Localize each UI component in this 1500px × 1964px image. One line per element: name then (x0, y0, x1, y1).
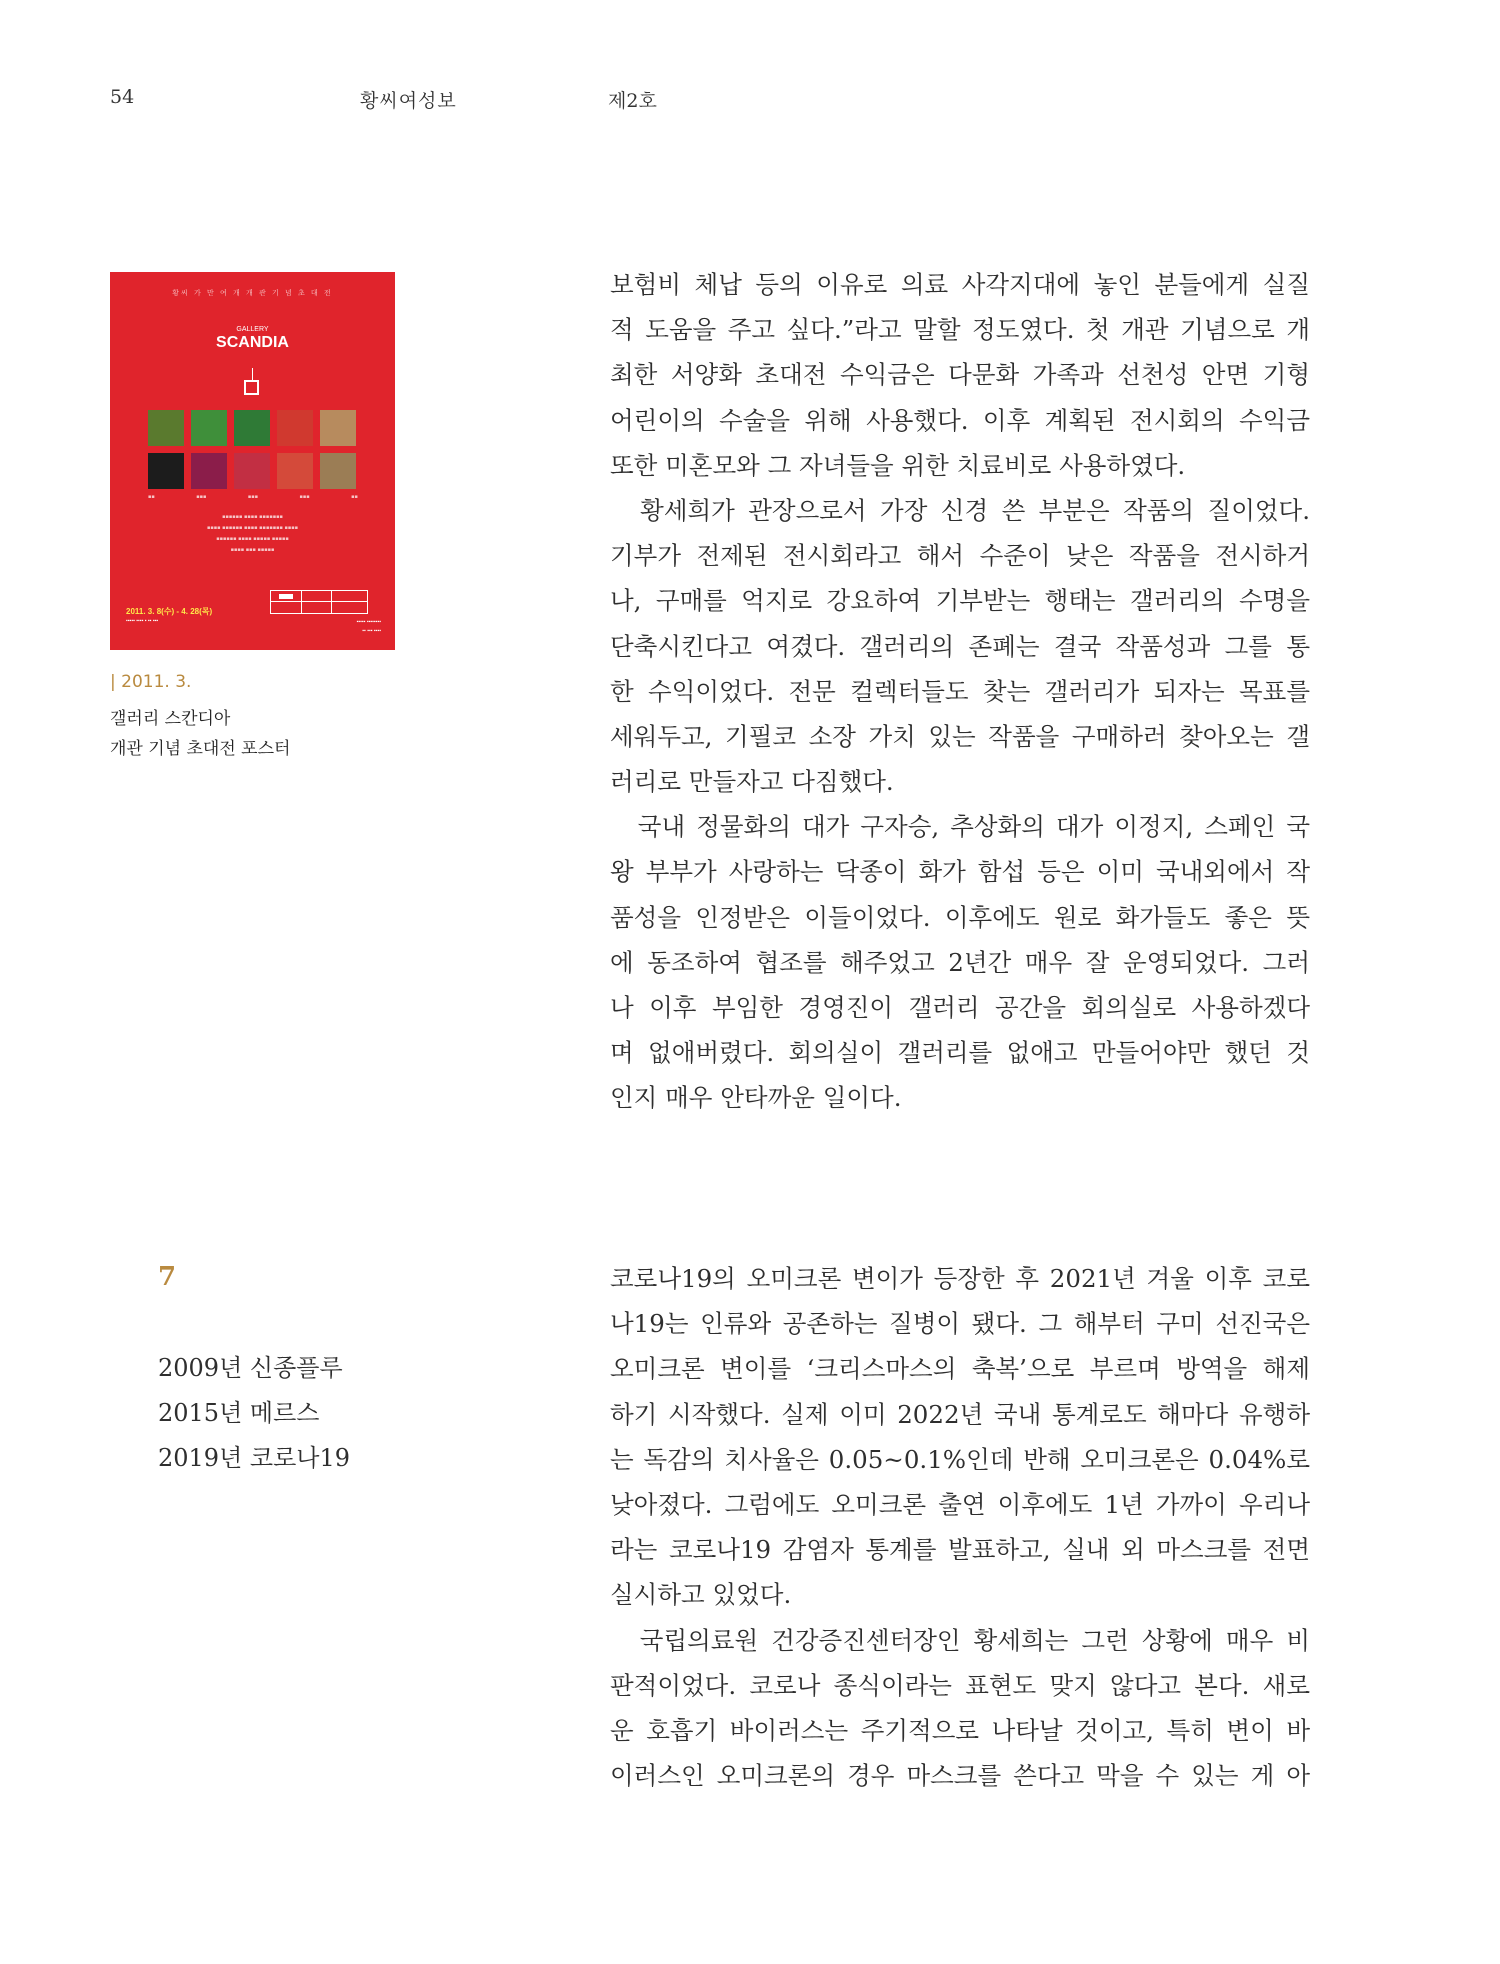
poster-artwork-thumbnail (148, 453, 184, 489)
epidemic-timeline (158, 1346, 350, 1482)
caption-line-1: 갤러리 스칸디아 (110, 709, 231, 729)
text-line: 국립의료원 건강증진센터장인 황세희는 그런 상황에 매우 비 (610, 1625, 1310, 1655)
body-text-column-2 (610, 1256, 1310, 1798)
text-line: 품성을 인정받은 이들이었다. 이후에도 원로 화가들도 좋은 뜻 (610, 902, 1310, 932)
text-line: 또한 미혼모와 그 자녀들을 위한 치료비로 사용하였다. (610, 450, 1186, 480)
poster-gallery-label: GALLERY (236, 326, 269, 333)
poster-artwork-thumbnail (148, 410, 184, 446)
poster-artwork-thumbnail (320, 453, 356, 489)
publication-title: 황씨여성보 (360, 90, 457, 112)
text-line: 낮아졌다. 그럼에도 오미크론 출연 이후에도 1년 가까이 우리나 (610, 1489, 1310, 1519)
text-line: 라는 코로나19 감염자 통계를 발표하고, 실내 외 마스크를 전면 (610, 1535, 1310, 1565)
text-line: 세워두고, 기필코 소장 가치 있는 작품을 구매하러 찾아오는 갤 (610, 721, 1310, 751)
text-line: 에 동조하여 협조를 해주었고 2년간 매우 잘 운영되었다. 그러 (610, 947, 1310, 977)
text-line: 실시하고 있었다. (610, 1580, 792, 1610)
text-line: 나 이후 부임한 경영진이 갤러리 공간을 회의실로 사용하겠다 (610, 993, 1310, 1022)
poster-frame-icon (244, 380, 259, 395)
poster-artwork-thumbnail (277, 410, 313, 446)
text-line: 황세희가 관장으로서 가장 신경 쓴 부분은 작품의 질이었다. (610, 495, 1310, 525)
timeline-item: 2019년 코로나19 (158, 1444, 350, 1473)
poster-artwork-thumbnail (191, 453, 227, 489)
timeline-item: 2015년 메르스 (158, 1399, 320, 1428)
poster-artwork-thumbnail (234, 410, 270, 446)
text-line: 국내 정물화의 대가 구자승, 추상화의 대가 이정지, 스페인 국 (610, 812, 1310, 842)
poster-description-text: ▪▪▪▪▪▪ ▪▪▪▪ ▪▪▪▪▪▪▪ ▪▪▪▪ ▪▪▪▪▪▪ ▪▪▪▪ ▪▪▪▪▪▪▪ ▪▪▪▪ ▪▪▪▪▪▪ ▪▪▪▪ ▪▪▪▪▪ ▪▪▪▪▪ ▪▪▪▪ ▪▪▪ ▪▪▪▪▪ (206, 514, 299, 553)
poster-map-icon (270, 590, 368, 614)
caption-date: | 2011. 3. (110, 672, 192, 692)
caption-line-2: 개관 기념 초대전 포스터 (110, 739, 291, 759)
page-number: 54 (110, 86, 135, 108)
poster-artist-captions: ▪▪ ▪▪▪ ▪▪▪ ▪▪▪ ▪▪ (148, 494, 358, 500)
text-line: 이러스인 오미크론의 경우 마스크를 쓴다고 막을 수 있는 게 아 (610, 1761, 1310, 1791)
text-line: 한 수익이었다. 전문 컬렉터들도 찾는 갤러리가 되자는 목표를 (610, 676, 1310, 706)
poster-artwork-thumbnail (234, 453, 270, 489)
text-line: 며 없애버렸다. 회의실이 갤러리를 없애고 만들어야만 했던 것 (610, 1038, 1310, 1068)
text-line: 코로나19의 오미크론 변이가 등장한 후 2021년 겨울 이후 코로 (610, 1264, 1310, 1293)
text-line: 나19는 인류와 공존하는 질병이 됐다. 그 해부터 구미 선진국은 (610, 1309, 1310, 1339)
gallery-poster-image (110, 272, 395, 650)
issue-number: 제2호 (608, 90, 657, 112)
poster-artwork-grid (148, 410, 358, 489)
text-line: 러리로 만들자고 다짐했다. (610, 767, 894, 797)
text-line: 보험비 체납 등의 이유로 의료 사각지대에 놓인 분들에게 실질 (610, 270, 1310, 299)
poster-tagline: 황씨 가 만 여 개 개 관 기 념 초 대 전 (172, 289, 333, 297)
text-line: 하기 시작했다. 실제 이미 2022년 국내 통계로도 해마다 유행하 (610, 1399, 1310, 1429)
poster-caption (110, 672, 290, 764)
text-line: 는 독감의 치사율은 0.05~0.1%인데 반해 오미크론은 0.04%로 (610, 1444, 1310, 1474)
text-line: 단축시킨다고 여겼다. 갤러리의 존폐는 결국 작품성과 그를 통 (610, 631, 1310, 661)
poster-artwork-thumbnail (277, 453, 313, 489)
text-line: 기부가 전제된 전시회라고 해서 수준이 낮은 작품을 전시하거 (610, 541, 1310, 571)
poster-artwork-thumbnail (191, 410, 227, 446)
text-line: 판적이었다. 코로나 종식이라는 표현도 맞지 않다고 본다. 새로 (610, 1670, 1310, 1700)
poster-artwork-thumbnail (320, 410, 356, 446)
text-line: 왕 부부가 사랑하는 닥종이 화가 함섭 등은 이미 국내외에서 작 (610, 857, 1310, 887)
timeline-item: 2009년 신종플루 (158, 1354, 343, 1382)
text-line: 인지 매우 안타까운 일이다. (610, 1083, 902, 1113)
poster-address: ▪▪▪▪▪ ▪▪▪▪▪▪▪▪ ▪▪ ▪▪▪ ▪▪▪▪ (356, 619, 381, 634)
poster-frame-hanger (252, 368, 253, 380)
text-line: 최한 서양화 초대전 수익금은 다문화 가족과 선천성 안면 기형 (610, 360, 1310, 390)
poster-opening-note: ▪▪▪▪▪ ▪▪▪▪ ▪ ▪▪ ▪▪▪ (126, 618, 159, 624)
section-number: 7 (158, 1262, 177, 1292)
text-line: 운 호흡기 바이러스는 주기적으로 나타날 것이고, 특히 변이 바 (610, 1715, 1310, 1745)
text-line: 어린이의 수술을 위해 사용했다. 이후 계획된 전시회의 수익금 (610, 405, 1310, 435)
text-line: 적 도움을 주고 싶다.”라고 말할 정도였다. 첫 개관 기념으로 개 (610, 315, 1310, 345)
body-text-column-1 (610, 262, 1310, 1121)
poster-dates: 2011. 3. 8(수) - 4. 28(목) (126, 607, 213, 616)
text-line: 나, 구매를 억지로 강요하여 기부받는 행태는 갤러리의 수명을 (610, 586, 1310, 616)
text-line: 오미크론 변이를 ‘크리스마스의 축복’으로 부르며 방역을 해제 (610, 1354, 1310, 1384)
poster-gallery-name: SCANDIA (216, 334, 289, 351)
